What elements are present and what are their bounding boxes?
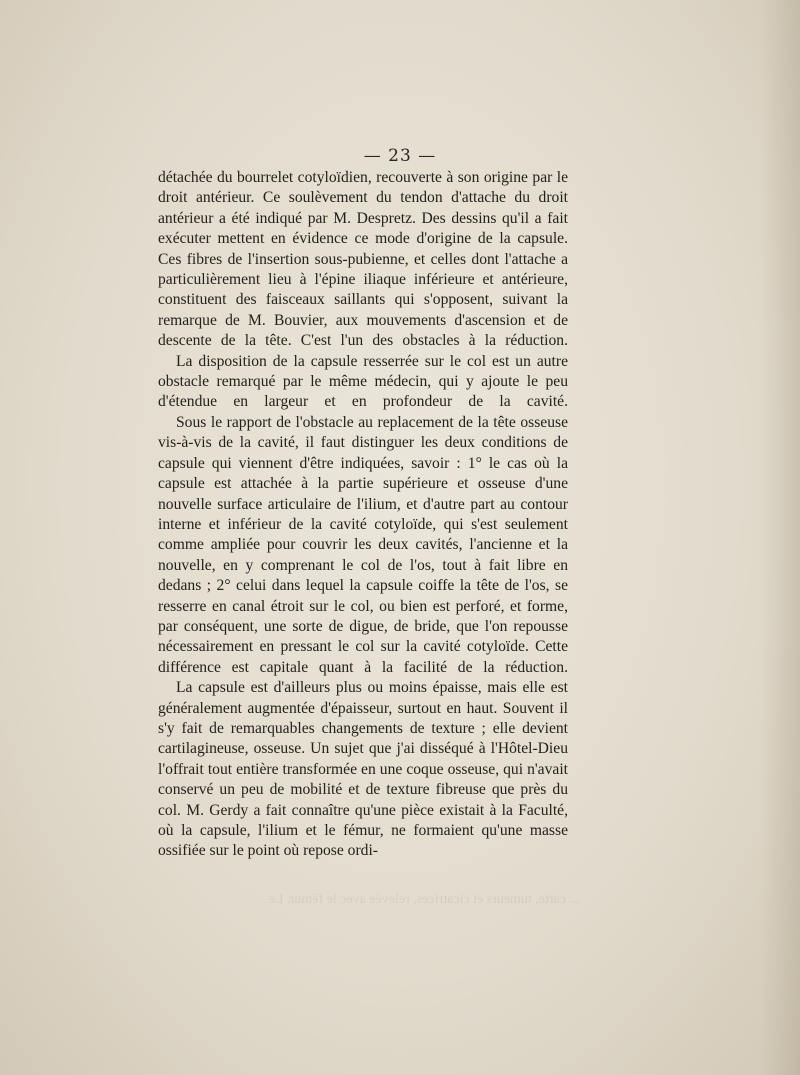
paragraph: détachée du bourrelet cotyloïdien, recouverte à son origine par le droit antérieur. Ce soulèvement du tendon d'attache du droit antérieur a été indiqué par M. Despretz. Des dessins qu'il a fait exécuter mettent en évidence ce mode d'origine de la capsule. Ces fibres de l'insertion sous-pubienne, et celles dont l'attache a particulièrement lieu à l'épine iliaque inférieure et antérieure, constituent des faisceaux saillants qui s'opposent, suivant la remarque de M. Bouvier, aux mouvements d'ascension et de descente de la tête. C'est l'un des obstacles à la réduction. xyxy=(158,169,568,350)
paragraph: Sous le rapport de l'obstacle au replacement de la tête osseuse vis-à-vis de la cavité, il faut distinguer les deux conditions de capsule qui viennent d'être indiquées, savoir : 1° le cas où la capsule est attachée à la partie supérieure et osseuse d'une nouvelle surface articulaire de l'ilium, et d'autre part au contour interne et inférieur de la cavité cotyloïde, qui s'est seulement comme ampliée pour couvrir les deux cavités, l'ancienne et la nouvelle, en y comprenant le col de l'os, tout à fait libre en dedans ; 2° celui dans lequel la capsule coiffe la tête de l'os, se resserre en canal étroit sur le col, ou bien est perforé, et forme, par conséquent, une sorte de digue, de bride, que l'on repousse nécessairement en pressant le col sur la cavité cotyloïde. Cette différence est capitale quant à la facilité de la réduction. xyxy=(158,413,568,676)
show-through-text: ... carte, tumeurs et cicatrices, relevée avec le fémur. Le xyxy=(268,892,580,907)
paragraph: La disposition de la capsule resserrée sur le col est un autre obstacle remarqué par le même médecin, qui y ajoute le peu d'étendue en largeur et en profondeur de la cavité. xyxy=(158,352,568,411)
page-number: — 23 — xyxy=(363,146,437,166)
paragraph: La capsule est d'ailleurs plus ou moins épaisse, mais elle est généralement augmentée d'épaisseur, surtout en haut. Souvent il s'y fait de remarquables changements de texture ; elle devient cartilagineuse, osseuse. Un sujet que j'ai disséqué à l'Hôtel-Dieu l'offrait tout entière transformée en une coque osseuse, qui n'avait conservé un peu de mobilité et de texture fibreuse que près du col. M. Gerdy a fait connaître qu'une pièce existait à la Faculté, où la capsule, l'ilium et le fémur, ne formaient qu'une masse ossifiée sur le point où repose ordi- xyxy=(158,679,568,860)
body-text xyxy=(158,168,568,862)
